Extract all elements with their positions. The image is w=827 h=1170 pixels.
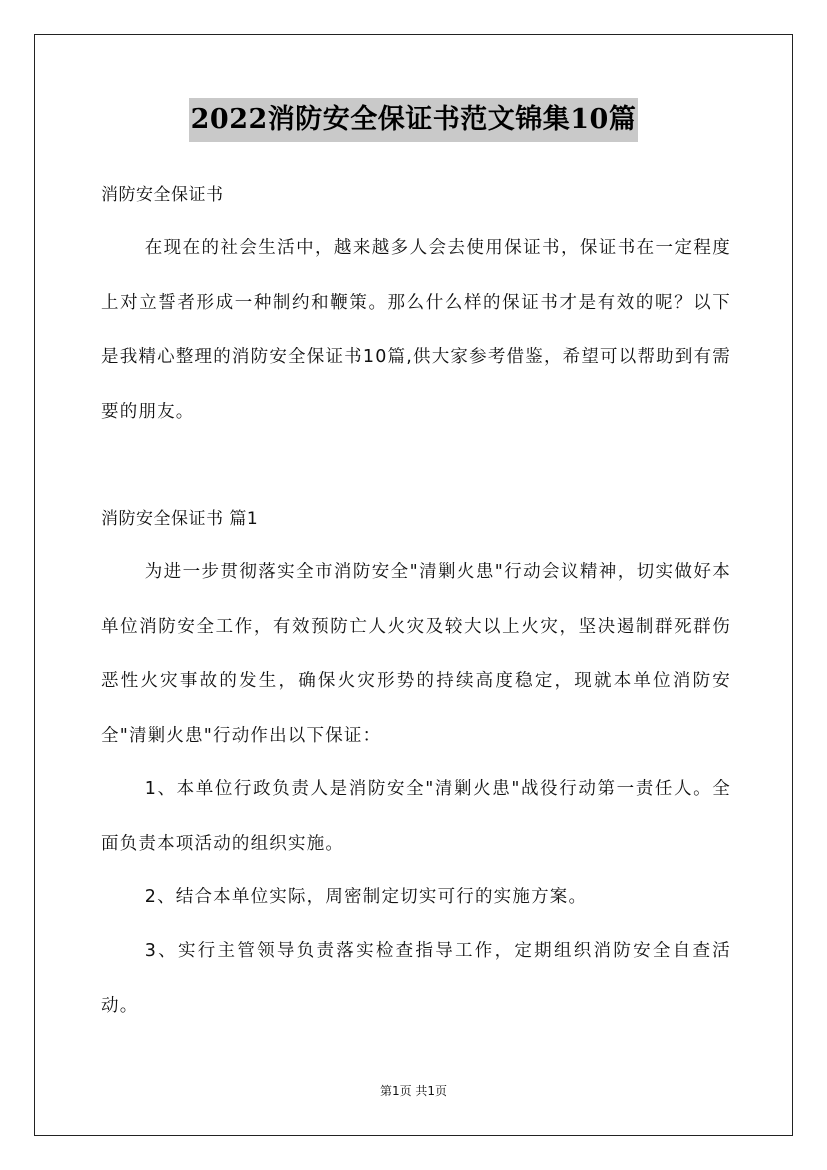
body-paragraph: 为进一步贯彻落实全市消防安全"清剿火患"行动会议精神，切实做好本单位消防安全工作，有效预防亡人火灾及较大以上火灾，坚决遏制群死群伤恶性火灾事故的发生，确保火灾形势的持续高度稳定，现就本单位消防安全"清剿火患"行动作出以下保证： [101, 562, 731, 746]
intro-paragraph: 在现在的社会生活中，越来越多人会去使用保证书，保证书在一定程度上对立誓者形成一种制约和鞭策。那么什么样的保证书才是有效的呢？以下是我精心整理的消防安全保证书10篇,供大家参考借鉴，希望可以帮助到有需要的朋友。 [101, 238, 731, 422]
document-title: 2022消防安全保证书范文锦集10篇 [189, 98, 639, 142]
title-container [0, 98, 827, 142]
body-paragraph: 1、本单位行政负责人是消防安全"清剿火患"战役行动第一责任人。全面负责本项活动的组织实施。 [101, 779, 731, 854]
body-paragraph: 2、结合本单位实际，周密制定切实可行的实施方案。 [144, 887, 588, 907]
body-paragraph: 3、实行主管领导负责落实检查指导工作，定期组织消防安全自查活动。 [101, 941, 731, 1016]
section-heading: 消防安全保证书 [101, 185, 224, 205]
page-footer: 第1页 共1页 [379, 1084, 448, 1098]
section-heading: 消防安全保证书 篇1 [101, 509, 259, 529]
